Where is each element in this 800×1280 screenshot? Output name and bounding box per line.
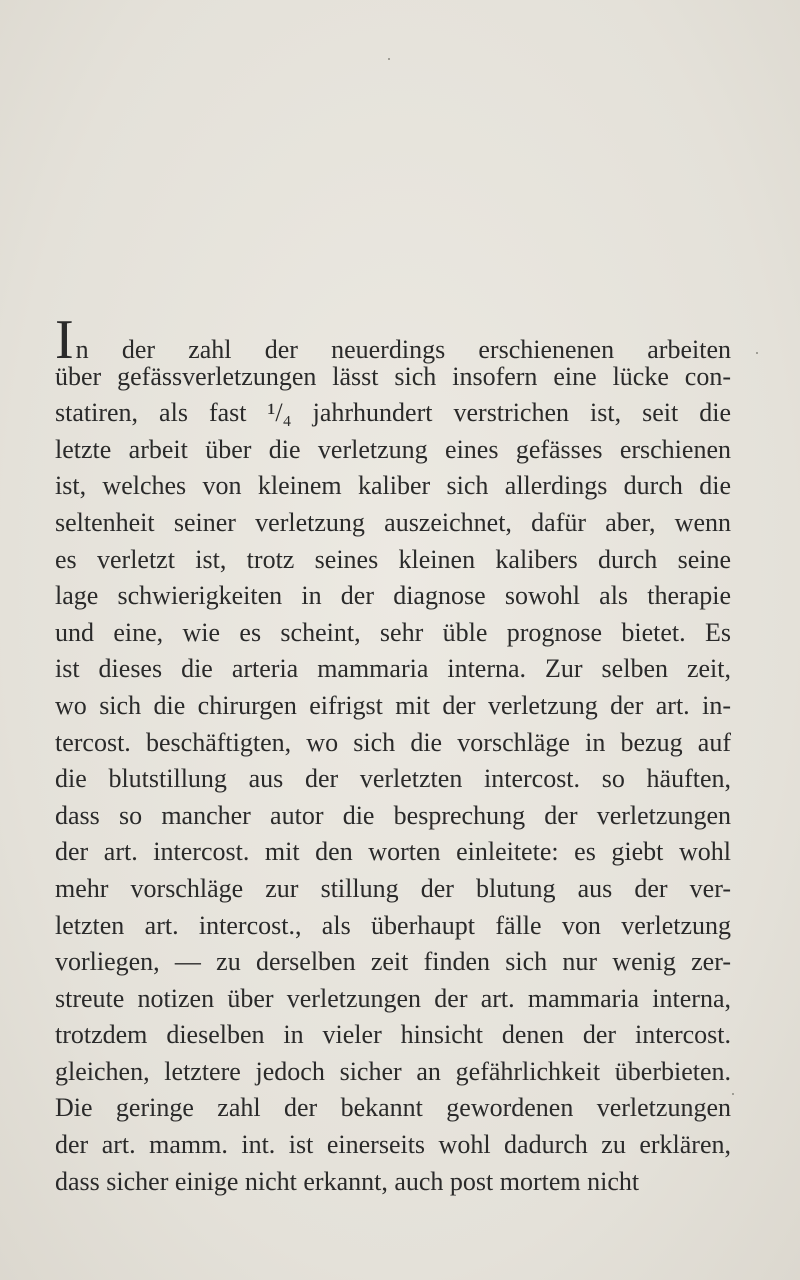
- text-line: mehr vorschläge zur stillung der blutung aus der ver-: [55, 873, 731, 903]
- text-line: wo sich die chirurgen eifrigst mit der verletzung der art. in-: [55, 690, 731, 720]
- text-line: trotzdem dieselben in vieler hinsicht denen der intercost.: [55, 1020, 731, 1050]
- text-line: dass sicher einige nicht erkannt, auch post mortem nicht: [55, 1166, 640, 1196]
- drop-cap: I: [55, 309, 74, 371]
- text-line: über gefässverletzungen lässt sich insofern eine lücke con-: [55, 361, 731, 391]
- paper-speck: [732, 1093, 734, 1095]
- text-line: vorliegen, — zu derselben zeit finden sich nur wenig zer-: [55, 947, 731, 977]
- text-line: Die geringe zahl der bekannt gewordenen verletzungen: [55, 1093, 731, 1123]
- text-line: letzte arbeit über die verletzung eines gefässes erschienen: [55, 434, 731, 464]
- text-line: lage schwierigkeiten in der diagnose sowohl als therapie: [55, 581, 731, 611]
- paper-speck: [756, 352, 758, 354]
- text-line: tercost. beschäftigten, wo sich die vorschläge in bezug auf: [55, 727, 731, 757]
- text-line: ist dieses die arteria mammaria interna. Zur selben zeit,: [55, 654, 731, 684]
- text-line: dass so mancher autor die besprechung der verletzungen: [55, 800, 731, 830]
- text-line: es verletzt ist, trotz seines kleinen kalibers durch seine: [55, 544, 731, 574]
- text-line-first: [55, 309, 731, 371]
- text-line: statiren, als fast ¹/₄ jahrhundert verstrichen ist, seit die: [55, 398, 731, 428]
- text-line: die blutstillung aus der verletzten intercost. so häuften,: [55, 764, 731, 794]
- text-line: letzten art. intercost., als überhaupt fälle von verletzung: [55, 910, 731, 940]
- text-line: der art. intercost. mit den worten einleitete: es giebt wohl: [55, 837, 731, 867]
- text-line: der art. mamm. int. ist einerseits wohl dadurch zu erklären,: [55, 1130, 731, 1160]
- text-line: und eine, wie es scheint, sehr üble prognose bietet. Es: [55, 617, 731, 647]
- body-text: [55, 309, 731, 1200]
- text-line: gleichen, letztere jedoch sicher an gefährlichkeit überbieten.: [55, 1056, 731, 1086]
- text-line: ist, welches von kleinem kaliber sich allerdings durch die: [55, 471, 731, 501]
- text-line: streute notizen über verletzungen der art. mammaria interna,: [55, 983, 731, 1013]
- text-line: seltenheit seiner verletzung auszeichnet, dafür aber, wenn: [55, 507, 731, 537]
- first-line-text: n der zahl der neuerdings erschienenen arbeiten: [75, 335, 731, 364]
- paper-speck: [388, 58, 390, 60]
